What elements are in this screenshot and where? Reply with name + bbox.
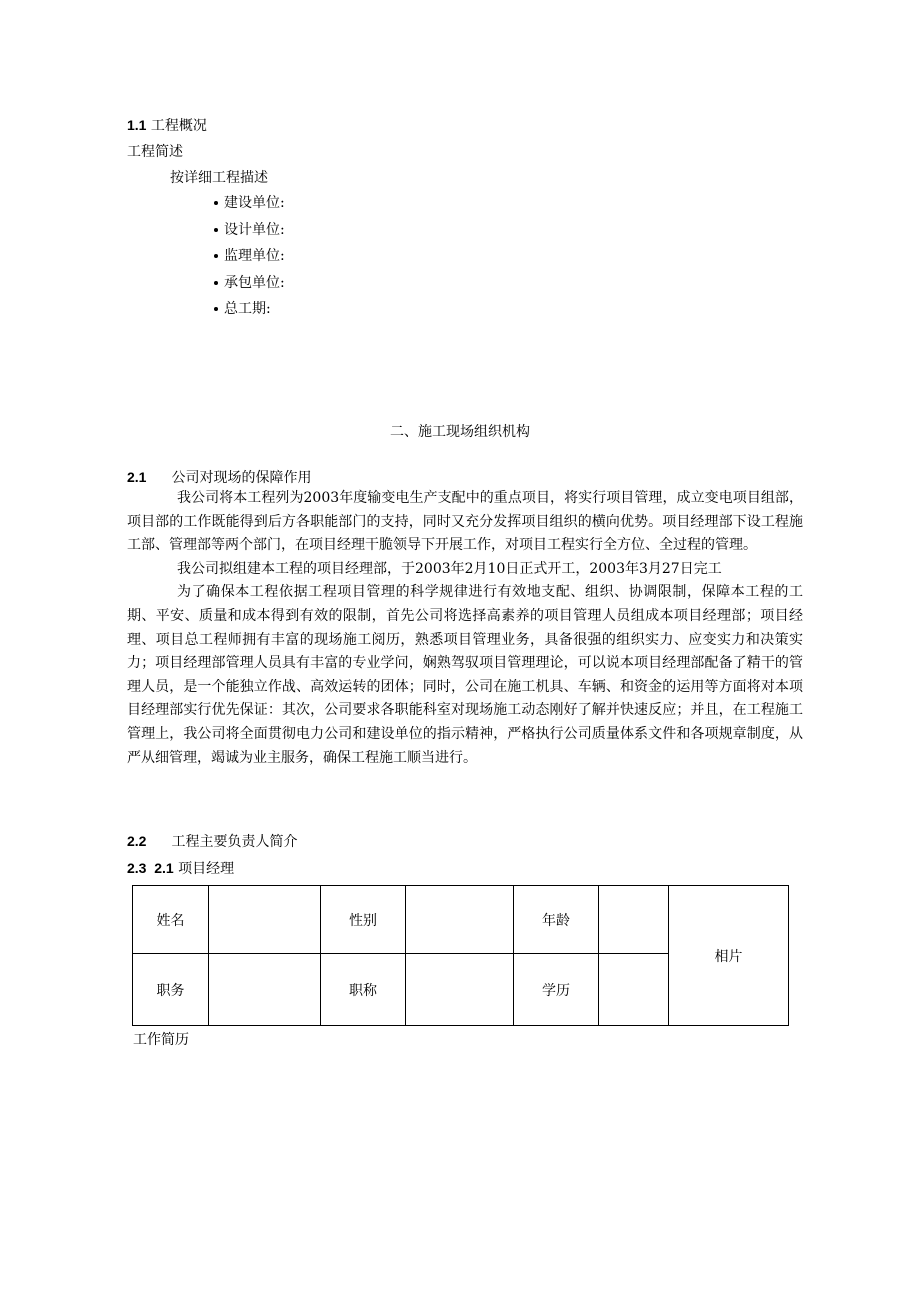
heading-number: 2.2 bbox=[127, 833, 147, 849]
value-cell bbox=[209, 954, 321, 1026]
heading-text: 公司对现场的保障作用 bbox=[171, 470, 312, 486]
paragraph: 为了确保本工程依据工程项目管理的科学规律进行有效地支配、组织、协调限制，保障本工程的工期、平安、质量和成本得到有效的限制，首先公司将选择高素养的项目管理人员组成本项目经理部；项目经理、项目总工程师拥有丰富的现场施工阅历，熟悉项目管理业务，具备很强的组织实力、应变实力和决策实力；项目经理部管理人员具有丰富的专业学问，娴熟驾驭项目管理理论，可以说本项目经理部配备了精干的管理人员，是一个能独立作战、高效运转的团体；同时，公司在施工机具、车辆、和资金的运用等方面将对本项目经理部实行优先保证：其次，公司要求各职能科室对现场施工动态刚好了解并快速反应；并且，在工程施工管理上，我公司将全面贯彻电力公司和建设单位的指示精神，严格执行公司质量体系文件和各项规章制度，从严从细管理，竭诚为业主服务，确保工程施工顺当进行。 bbox=[127, 584, 803, 766]
bullet-icon bbox=[214, 228, 218, 232]
label-cell: 姓名 bbox=[133, 886, 209, 954]
bullet-icon bbox=[214, 281, 218, 285]
list-item: 设计单位: bbox=[214, 217, 285, 244]
bullet-icon bbox=[214, 307, 218, 311]
value-cell bbox=[599, 886, 669, 954]
label-cell: 学历 bbox=[514, 954, 599, 1026]
manager-info-table bbox=[132, 885, 789, 1026]
value-cell bbox=[599, 954, 669, 1026]
heading-number: 2.3 2.1 bbox=[127, 860, 174, 876]
description-note: 按详细工程描述 bbox=[170, 170, 268, 186]
bullet-icon bbox=[214, 201, 218, 205]
value-cell bbox=[406, 954, 514, 1026]
chapter-title: 二、施工现场组织机构 bbox=[390, 424, 530, 440]
heading-text: 工程概况 bbox=[150, 118, 207, 134]
label-cell: 职称 bbox=[321, 954, 406, 1026]
list-item: 总工期: bbox=[214, 296, 285, 323]
list-item: 建设单位: bbox=[214, 190, 285, 217]
value-cell bbox=[209, 886, 321, 954]
heading-number: 2.1 bbox=[127, 469, 147, 485]
label-cell: 年龄 bbox=[514, 886, 599, 954]
project-info-list bbox=[214, 190, 285, 323]
list-item: 承包单位: bbox=[214, 270, 285, 297]
heading-text: 工程主要负责人简介 bbox=[171, 834, 298, 850]
work-history-label: 工作简历 bbox=[133, 1032, 189, 1048]
heading-number: 1.1 bbox=[127, 117, 147, 133]
paragraph: 我公司将本工程列为2003年度输变电生产支配中的重点项目，将实行项目管理，成立变电项目组部，项目部的工作既能得到后方各职能部门的支持，同时又充分发挥项目组织的横向优势。项目经理部下设工程施工部、管理部等两个部门，在项目经理干脆领导下开展工作，对项目工程实行全方位、全过程的管理。 bbox=[127, 490, 803, 554]
value-cell bbox=[406, 886, 514, 954]
list-item: 监理单位: bbox=[214, 243, 285, 270]
body-text bbox=[127, 487, 803, 770]
section-1-1-heading bbox=[127, 115, 207, 135]
subheading-overview: 工程简述 bbox=[127, 144, 183, 160]
label-cell: 职务 bbox=[133, 954, 209, 1026]
section-2-2-heading bbox=[127, 831, 297, 851]
heading-text: 项目经理 bbox=[178, 861, 235, 877]
label-cell: 性别 bbox=[321, 886, 406, 954]
section-2-3-heading bbox=[127, 858, 234, 878]
photo-cell: 相片 bbox=[669, 886, 789, 1026]
bullet-icon bbox=[214, 254, 218, 258]
paragraph: 我公司拟组建本工程的项目经理部，于2003年2月10日正式开工，2003年3月27日完工 bbox=[177, 560, 722, 577]
section-2-1-heading bbox=[127, 467, 311, 487]
